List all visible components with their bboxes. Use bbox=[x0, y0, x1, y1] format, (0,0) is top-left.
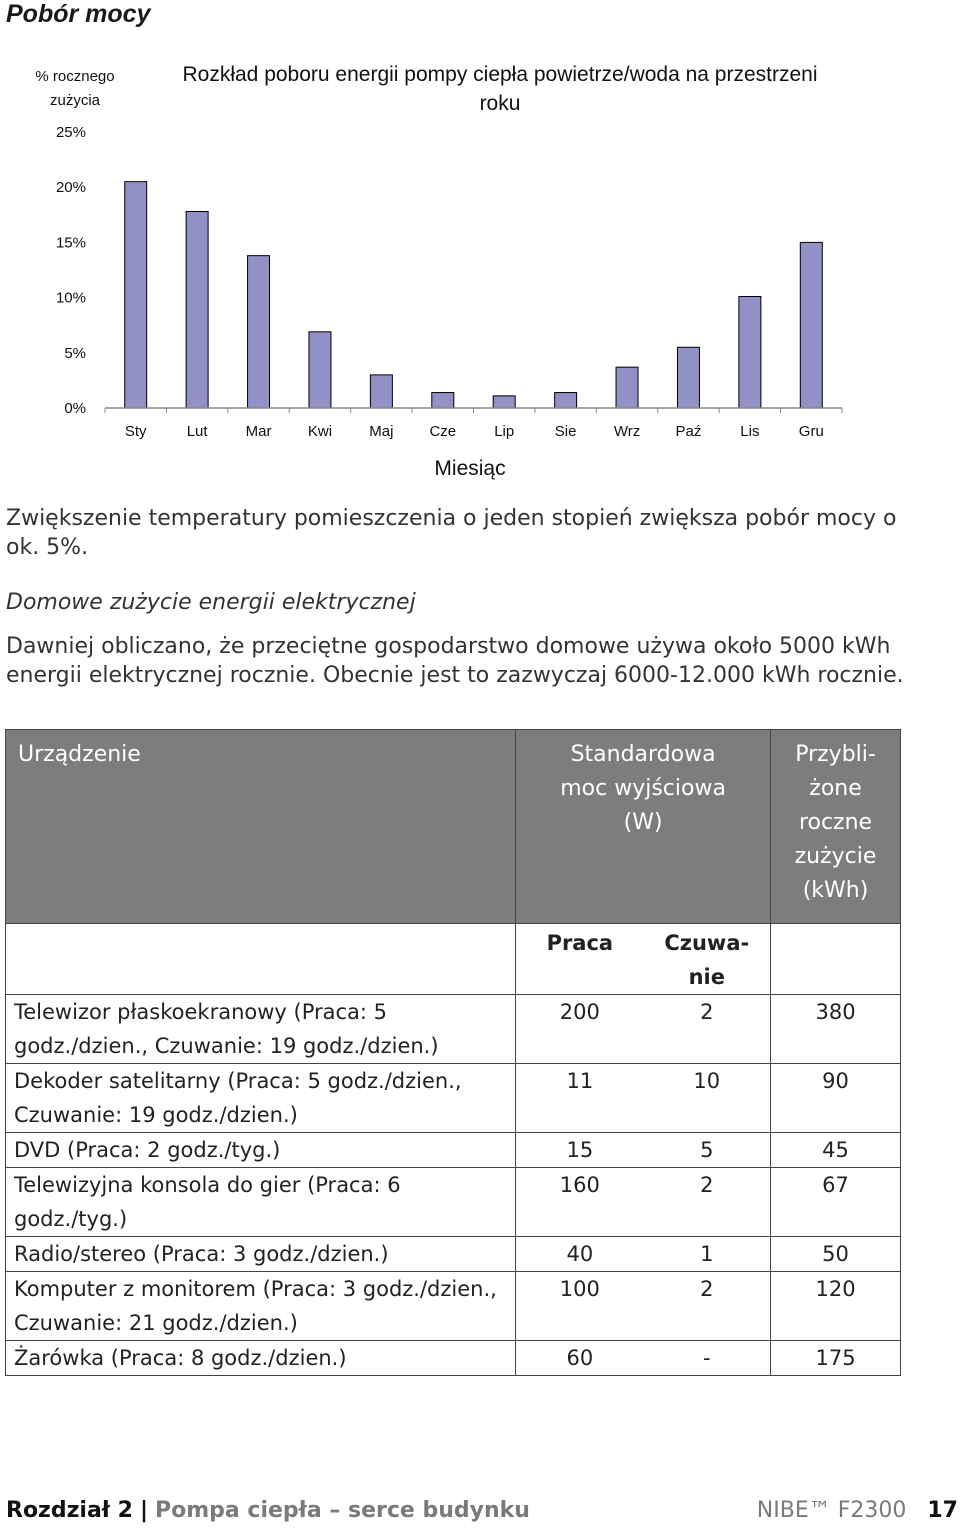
x-tick-label: Lip bbox=[494, 423, 515, 440]
y-axis-label-line1: % rocznego bbox=[35, 68, 115, 85]
work-power: 60 bbox=[516, 1341, 644, 1376]
footer-chapter-title: Pompa ciepła – serce budynku bbox=[154, 1498, 530, 1523]
standby-power: 10 bbox=[644, 1064, 771, 1133]
subheader-work: Praca bbox=[516, 924, 644, 995]
footer-product: NIBE™ F2300 bbox=[756, 1498, 907, 1523]
y-tick-label: 20% bbox=[55, 179, 86, 197]
y-tick-label: 0% bbox=[64, 400, 86, 417]
x-axis-label: Miesiąc bbox=[434, 457, 506, 480]
device-name: Komputer z monitorem (Praca: 3 godz./dzien., Czuwanie: 21 godz./dzien.) bbox=[6, 1272, 516, 1341]
annual-consumption: 90 bbox=[771, 1064, 901, 1133]
annual-consumption: 120 bbox=[771, 1272, 901, 1341]
standby-power: 2 bbox=[644, 1272, 771, 1341]
bar-cze bbox=[432, 393, 454, 408]
bar-kwi bbox=[309, 332, 331, 408]
bar-lip bbox=[493, 396, 515, 408]
footer-left bbox=[6, 1498, 530, 1523]
annual-consumption: 380 bbox=[771, 995, 901, 1064]
standby-power: 2 bbox=[644, 995, 771, 1064]
device-name: Telewizor płaskoekranowy (Praca: 5 godz./dzien., Czuwanie: 19 godz./dzien.) bbox=[6, 995, 516, 1064]
page-footer bbox=[6, 1498, 958, 1532]
x-tick-label: Cze bbox=[429, 423, 457, 440]
x-tick-label: Wrz bbox=[613, 423, 641, 440]
x-tick-label: Sty bbox=[124, 423, 147, 440]
work-power: 15 bbox=[516, 1133, 644, 1168]
x-tick-label: Mar bbox=[245, 423, 272, 440]
header-device: Urządzenie bbox=[6, 730, 516, 924]
bar-lut bbox=[186, 211, 208, 408]
work-power: 40 bbox=[516, 1237, 644, 1272]
table-row bbox=[6, 1064, 901, 1133]
table-subheader-row bbox=[6, 924, 901, 995]
x-tick-label: Lut bbox=[186, 423, 208, 440]
work-power: 200 bbox=[516, 995, 644, 1064]
bar-maj bbox=[370, 375, 392, 408]
header-annual: Przybli-żone roczne zużycie (kWh) bbox=[771, 730, 901, 924]
y-tick-label: 10% bbox=[55, 289, 86, 307]
energy-distribution-chart bbox=[0, 50, 900, 490]
table-row bbox=[6, 995, 901, 1064]
y-tick-label: 25% bbox=[55, 124, 86, 141]
x-tick-label: Paź bbox=[675, 423, 702, 440]
standby-power: 1 bbox=[644, 1237, 771, 1272]
device-name: Telewizyjna konsola do gier (Praca: 6 godz./tyg.) bbox=[6, 1168, 516, 1237]
section-title: Pobór mocy bbox=[6, 0, 151, 28]
x-tick-label: Sie bbox=[554, 423, 577, 440]
bar-paź bbox=[677, 347, 699, 408]
x-tick-label: Kwi bbox=[307, 423, 333, 440]
subheader-annual-empty bbox=[771, 924, 901, 995]
bar-mar bbox=[248, 256, 270, 408]
y-axis-label-line2: zużycia bbox=[49, 92, 101, 109]
table-row bbox=[6, 1168, 901, 1237]
device-name: DVD (Praca: 2 godz./tyg.) bbox=[6, 1133, 516, 1168]
x-tick-label: Maj bbox=[369, 423, 394, 440]
bar-wrz bbox=[616, 367, 638, 408]
footer-page-number: 17 bbox=[927, 1498, 958, 1523]
footer-right bbox=[757, 1498, 958, 1523]
chart-title-line1: Rozkład poboru energii pompy ciepła powietrze/woda na przestrzeni bbox=[182, 63, 818, 86]
y-tick-label: 15% bbox=[55, 234, 86, 252]
bar-sty bbox=[125, 182, 147, 408]
standby-power: - bbox=[644, 1341, 771, 1376]
device-consumption-table bbox=[5, 729, 901, 1376]
bar-lis bbox=[739, 296, 761, 408]
bar-sie bbox=[555, 393, 577, 408]
chart-title-line2: roku bbox=[479, 92, 521, 115]
paragraph-temperature: Zwiększenie temperatury pomieszczenia o jeden stopień zwiększa pobór mocy o ok. 5%. bbox=[6, 506, 897, 560]
table-row bbox=[6, 1341, 901, 1376]
work-power: 100 bbox=[516, 1272, 644, 1341]
bar-gru bbox=[800, 242, 822, 408]
table-header-row bbox=[6, 730, 901, 924]
annual-consumption: 67 bbox=[771, 1168, 901, 1237]
table-row bbox=[6, 1237, 901, 1272]
device-name: Żarówka (Praca: 8 godz./dzien.) bbox=[6, 1341, 516, 1376]
device-name: Radio/stereo (Praca: 3 godz./dzien.) bbox=[6, 1237, 516, 1272]
footer-chapter: Rozdział 2 bbox=[6, 1498, 133, 1523]
subheading-household: Domowe zużycie energii elektrycznej bbox=[6, 590, 416, 615]
annual-consumption: 50 bbox=[771, 1237, 901, 1272]
footer-separator: | bbox=[139, 1498, 148, 1523]
subheader-standby: Czuwa-nie bbox=[644, 924, 771, 995]
paragraph-household: Dawniej obliczano, że przeciętne gospodarstwo domowe używa około 5000 kWh energii elektrycznej rocznie. Obecnie jest to zazwyczaj 6000-12.000 kWh rocznie. bbox=[6, 634, 904, 688]
subheader-empty bbox=[6, 924, 516, 995]
table-row bbox=[6, 1272, 901, 1341]
x-tick-label: Lis bbox=[740, 423, 760, 440]
table-row bbox=[6, 1133, 901, 1168]
annual-consumption: 175 bbox=[771, 1341, 901, 1376]
header-power: Standardowa moc wyjściowa (W) bbox=[516, 730, 771, 924]
standby-power: 5 bbox=[644, 1133, 771, 1168]
y-tick-label: 5% bbox=[64, 344, 86, 362]
work-power: 11 bbox=[516, 1064, 644, 1133]
annual-consumption: 45 bbox=[771, 1133, 901, 1168]
standby-power: 2 bbox=[644, 1168, 771, 1237]
work-power: 160 bbox=[516, 1168, 644, 1237]
x-tick-label: Gru bbox=[798, 423, 824, 440]
device-name: Dekoder satelitarny (Praca: 5 godz./dzien., Czuwanie: 19 godz./dzien.) bbox=[6, 1064, 516, 1133]
